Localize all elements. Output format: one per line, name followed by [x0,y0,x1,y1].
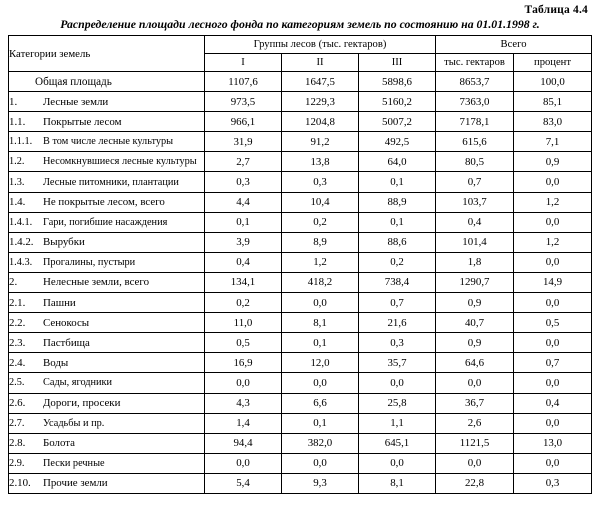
cell-value: 80,5 [436,152,514,172]
cell-value: 12,0 [282,353,359,373]
row-index: 1.3. [9,176,25,188]
table-row [9,132,592,152]
table-row [9,192,592,212]
cell-value: 0,9 [436,333,514,353]
row-index: 1.4.1. [9,216,33,228]
column-header-group-3: III [359,54,436,72]
column-header-total-thousand-ha: тыс. гектаров [436,54,514,72]
table-row [9,112,592,132]
table-row [9,353,592,373]
row-label [9,232,205,252]
table-row [9,453,592,473]
table-row [9,72,592,92]
forest-fund-table [8,35,592,494]
cell-value: 134,1 [205,272,282,292]
table-row [9,313,592,333]
row-label [9,92,205,112]
cell-value: 7,1 [514,132,592,152]
row-label [9,333,205,353]
column-header-total-percent: процент [514,54,592,72]
cell-value: 0,9 [436,293,514,313]
row-name: Общая площадь [35,75,112,88]
row-name: Прочие земли [43,477,108,490]
table-row [9,272,592,292]
cell-value: 4,3 [205,393,282,413]
cell-value: 645,1 [359,433,436,453]
cell-value: 0,0 [514,453,592,473]
row-name: Сенокосы [43,316,90,329]
row-index: 2.10. [9,477,31,490]
cell-value: 0,4 [436,212,514,232]
row-index: 2. [9,276,18,289]
cell-value: 1204,8 [282,112,359,132]
cell-value: 88,6 [359,232,436,252]
row-index: 1.1. [9,115,26,128]
cell-value: 382,0 [282,433,359,453]
cell-value: 0,0 [436,373,514,393]
cell-value: 418,2 [282,272,359,292]
row-index: 2.4. [9,356,26,369]
table-row [9,293,592,313]
cell-value: 1229,3 [282,92,359,112]
cell-value: 0,0 [514,172,592,192]
column-header-group-2: II [282,54,359,72]
cell-value: 0,0 [282,453,359,473]
cell-value: 85,1 [514,92,592,112]
cell-value: 8,1 [282,313,359,333]
cell-value: 0,0 [514,212,592,232]
row-index: 1.4.3. [9,256,33,268]
row-name: Усадьбы и пр. [43,417,105,429]
cell-value: 1107,6 [205,72,282,92]
row-label [9,132,205,152]
row-name: Дороги, просеки [43,397,121,410]
cell-value: 8653,7 [436,72,514,92]
cell-value: 10,4 [282,192,359,212]
cell-value: 13,8 [282,152,359,172]
cell-value: 0,0 [359,373,436,393]
row-name: Несомкнувшиеся лесные культуры [43,156,197,168]
table-row [9,393,592,413]
row-name: Лесные питомники, плантации [43,176,179,188]
cell-value: 1,2 [282,252,359,272]
table-number: Таблица 4.4 [524,4,588,16]
row-label [9,272,205,292]
cell-value: 738,4 [359,272,436,292]
row-index: 2.8. [9,437,26,450]
cell-value: 21,6 [359,313,436,333]
cell-value: 11,0 [205,313,282,333]
cell-value: 0,0 [514,252,592,272]
cell-value: 0,1 [282,333,359,353]
row-label [9,433,205,453]
column-header-total: Всего [436,36,592,54]
row-label [9,252,205,272]
cell-value: 0,2 [205,293,282,313]
cell-value: 615,6 [436,132,514,152]
cell-value: 0,1 [359,172,436,192]
row-index: 1.4.2. [9,236,34,249]
row-index: 1. [9,95,18,108]
row-label [9,353,205,373]
row-name: Покрытые лесом [43,115,122,128]
cell-value: 0,2 [359,252,436,272]
cell-value: 0,2 [282,212,359,232]
cell-value: 0,0 [282,293,359,313]
table-row [9,232,592,252]
cell-value: 0,0 [514,333,592,353]
row-label [9,373,205,393]
column-header-groups: Группы лесов (тыс. гектаров) [205,36,436,54]
cell-value: 0,9 [514,152,592,172]
cell-value: 9,3 [282,473,359,493]
column-header-category: Категории земель [9,36,205,72]
cell-value: 22,8 [436,473,514,493]
cell-value: 0,0 [359,453,436,473]
cell-value: 7363,0 [436,92,514,112]
row-name: Пастбища [43,336,90,349]
cell-value: 0,3 [205,172,282,192]
row-label [9,293,205,313]
row-name: Нелесные земли, всего [43,276,150,289]
row-index: 2.6. [9,397,26,410]
row-label [9,192,205,212]
cell-value: 966,1 [205,112,282,132]
cell-value: 103,7 [436,192,514,212]
cell-value: 8,1 [359,473,436,493]
cell-value: 0,0 [205,453,282,473]
cell-value: 1121,5 [436,433,514,453]
cell-value: 1290,7 [436,272,514,292]
table-row [9,152,592,172]
cell-value: 5898,6 [359,72,436,92]
cell-value: 0,3 [282,172,359,192]
table-row [9,413,592,433]
cell-value: 0,5 [514,313,592,333]
cell-value: 83,0 [514,112,592,132]
row-label [9,212,205,232]
row-index: 2.9. [9,457,25,469]
table-body [9,72,592,494]
cell-value: 0,5 [205,333,282,353]
row-name: Гари, погибшие насаждения [43,216,168,228]
cell-value: 1,2 [514,192,592,212]
table-row [9,92,592,112]
table-row [9,172,592,192]
cell-value: 6,6 [282,393,359,413]
cell-value: 973,5 [205,92,282,112]
cell-value: 100,0 [514,72,592,92]
cell-value: 35,7 [359,353,436,373]
table-row [9,433,592,453]
cell-value: 2,7 [205,152,282,172]
table-row [9,473,592,493]
row-name: Не покрытые лесом, всего [43,196,165,209]
cell-value: 0,4 [205,252,282,272]
cell-value: 64,0 [359,152,436,172]
cell-value: 0,7 [436,172,514,192]
cell-value: 5160,2 [359,92,436,112]
row-name: Сады, ягодники [43,377,113,389]
row-label [9,473,205,493]
row-name: В том числе лесные культуры [43,136,174,148]
cell-value: 1,4 [205,413,282,433]
cell-value: 88,9 [359,192,436,212]
cell-value: 5007,2 [359,112,436,132]
cell-value: 7178,1 [436,112,514,132]
cell-value: 36,7 [436,393,514,413]
cell-value: 31,9 [205,132,282,152]
cell-value: 4,4 [205,192,282,212]
cell-value: 0,0 [514,413,592,433]
row-index: 2.3. [9,336,26,349]
cell-value: 1647,5 [282,72,359,92]
cell-value: 0,3 [359,333,436,353]
cell-value: 16,9 [205,353,282,373]
row-label [9,413,205,433]
cell-value: 0,1 [205,212,282,232]
page-title: Распределение площади лесного фонда по категориям земель по состоянию на 01.01.1998 г. [60,17,540,31]
cell-value: 0,1 [359,212,436,232]
cell-value: 0,0 [514,293,592,313]
row-index: 1.1.1. [9,136,33,148]
cell-value: 5,4 [205,473,282,493]
cell-value: 40,7 [436,313,514,333]
cell-value: 25,8 [359,393,436,413]
row-label [9,172,205,192]
row-label [9,393,205,413]
table-row [9,373,592,393]
table-row [9,212,592,232]
row-index: 1.2. [9,156,25,168]
row-index: 2.2. [9,316,26,329]
row-label [9,72,205,92]
cell-value: 2,6 [436,413,514,433]
row-index: 1.4. [9,196,26,209]
row-name: Пашни [43,296,76,309]
row-label [9,453,205,473]
row-name: Прогалины, пустыри [43,256,136,268]
cell-value: 1,1 [359,413,436,433]
cell-value: 0,0 [205,373,282,393]
cell-value: 0,7 [359,293,436,313]
cell-value: 0,0 [436,453,514,473]
table-row [9,252,592,272]
row-name: Воды [43,356,69,369]
row-index: 2.7. [9,417,25,429]
row-index: 2.5. [9,377,25,389]
cell-value: 13,0 [514,433,592,453]
row-name: Лесные земли [43,95,109,108]
row-label [9,313,205,333]
row-name: Пески речные [43,457,105,469]
cell-value: 101,4 [436,232,514,252]
cell-value: 1,8 [436,252,514,272]
cell-value: 14,9 [514,272,592,292]
cell-value: 0,3 [514,473,592,493]
row-name: Вырубки [43,236,85,249]
row-label [9,152,205,172]
cell-value: 1,2 [514,232,592,252]
table-row [9,333,592,353]
cell-value: 0,0 [514,373,592,393]
cell-value: 0,0 [282,373,359,393]
row-name: Болота [43,437,76,450]
cell-value: 0,1 [282,413,359,433]
row-index: 2.1. [9,296,26,309]
cell-value: 0,7 [514,353,592,373]
cell-value: 8,9 [282,232,359,252]
cell-value: 3,9 [205,232,282,252]
cell-value: 492,5 [359,132,436,152]
column-header-group-1: I [205,54,282,72]
table-header [9,36,592,72]
cell-value: 94,4 [205,433,282,453]
cell-value: 64,6 [436,353,514,373]
row-label [9,112,205,132]
cell-value: 0,4 [514,393,592,413]
cell-value: 91,2 [282,132,359,152]
